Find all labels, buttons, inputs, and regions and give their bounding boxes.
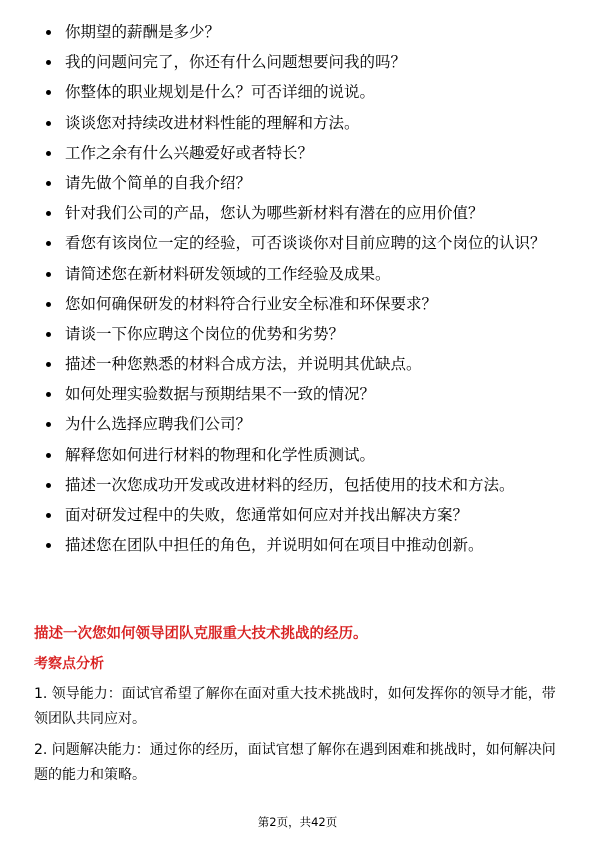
list-item: 工作之余有什么兴趣爱好或者特长？ [40, 143, 565, 163]
list-item: 我的问题问完了，你还有什么问题想要问我的吗？ [40, 52, 565, 72]
page-number: 第2页，共42页 [257, 815, 338, 829]
analysis-point: 2. 问题解决能力：通过你的经历，面试官想了解你在遇到困难和挑战时，如何解决问题的能力和策略。 [34, 742, 556, 783]
section-title: 考察点分析 [34, 656, 104, 672]
question-list [40, 22, 565, 565]
list-item: 请简述您在新材料研发领域的工作经验及成果。 [40, 264, 565, 284]
list-item: 描述一次您成功开发或改进材料的经历，包括使用的技术和方法。 [40, 475, 565, 495]
list-item: 解释您如何进行材料的物理和化学性质测试。 [40, 445, 565, 465]
list-item: 面对研发过程中的失败，您通常如何应对并找出解决方案？ [40, 505, 565, 525]
list-item: 为什么选择应聘我们公司？ [40, 414, 565, 434]
list-item: 你期望的薪酬是多少？ [40, 22, 565, 42]
list-item: 描述您在团队中担任的角色，并说明如何在项目中推动创新。 [40, 535, 565, 555]
list-item: 描述一种您熟悉的材料合成方法，并说明其优缺点。 [40, 354, 565, 374]
highlight-question: 描述一次您如何领导团队克服重大技术挑战的经历。 [34, 626, 368, 642]
list-item: 请谈一下你应聘这个岗位的优势和劣势？ [40, 324, 565, 344]
list-item: 针对我们公司的产品，您认为哪些新材料有潜在的应用价值？ [40, 203, 565, 223]
list-item: 请先做个简单的自我介绍？ [40, 173, 565, 193]
list-item: 如何处理实验数据与预期结果不一致的情况？ [40, 384, 565, 404]
analysis-section [34, 682, 564, 794]
list-item: 您如何确保研发的材料符合行业安全标准和环保要求？ [40, 294, 565, 314]
analysis-point: 1. 领导能力：面试官希望了解你在面对重大技术挑战时，如何发挥你的领导才能，带领团队共同应对。 [34, 686, 556, 727]
list-item: 看您有该岗位一定的经验，可否谈谈你对目前应聘的这个岗位的认识？ [40, 233, 565, 253]
list-item: 你整体的职业规划是什么？可否详细的说说。 [40, 82, 565, 102]
list-item: 谈谈您对持续改进材料性能的理解和方法。 [40, 113, 565, 133]
